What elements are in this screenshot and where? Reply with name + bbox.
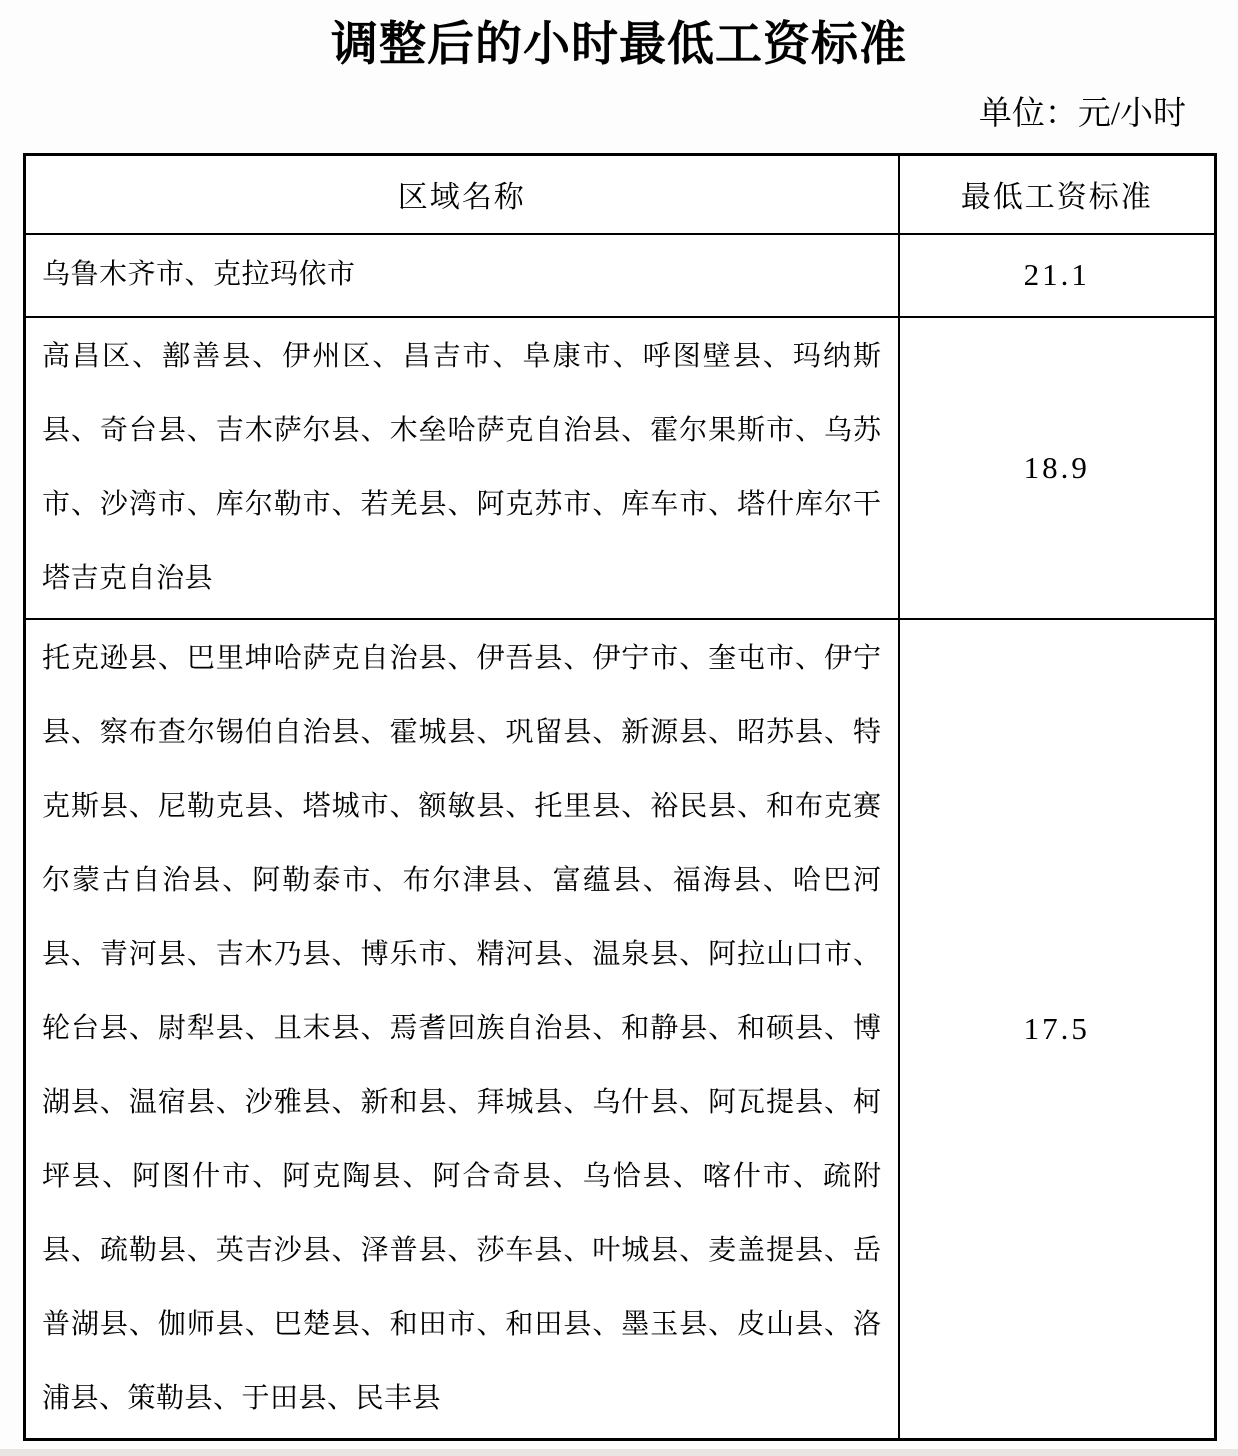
table-row bbox=[25, 317, 1216, 619]
table-row bbox=[25, 234, 1216, 317]
wage-value-tier2: 18.9 bbox=[899, 317, 1216, 619]
regions-cell-tier3: 托克逊县、巴里坤哈萨克自治县、伊吾县、伊宁市、奎屯市、伊宁县、察布查尔锡伯自治县、霍城县、巩留县、新源县、昭苏县、特克斯县、尼勒克县、塔城市、额敏县、托里县、裕民县、和布克赛尔蒙古自治县、阿勒泰市、布尔津县、富蕴县、福海县、哈巴河县、青河县、吉木乃县、博乐市、精河县、温泉县、阿拉山口市、轮台县、尉犁县、且末县、焉耆回族自治县、和静县、和硕县、博湖县、温宿县、沙雅县、新和县、拜城县、乌什县、阿瓦提县、柯坪县、阿图什市、阿克陶县、阿合奇县、乌恰县、喀什市、疏附县、疏勒县、英吉沙县、泽普县、莎车县、叶城县、麦盖提县、岳普湖县、伽师县、巴楚县、和田市、和田县、墨玉县、皮山县、洛浦县、策勒县、于田县、民丰县 bbox=[25, 619, 899, 1440]
table-row bbox=[25, 619, 1216, 1440]
page-title: 调整后的小时最低工资标准 bbox=[331, 19, 907, 71]
column-header-wage: 最低工资标准 bbox=[899, 155, 1216, 234]
unit-label: 单位：元/小时 bbox=[978, 95, 1186, 132]
wage-value-tier1: 21.1 bbox=[899, 234, 1216, 317]
minimum-wage-table bbox=[23, 153, 1217, 1441]
regions-cell-tier1: 乌鲁木齐市、克拉玛依市 bbox=[25, 234, 899, 317]
wage-value-tier3: 17.5 bbox=[899, 619, 1216, 1440]
table-header-row bbox=[25, 155, 1216, 234]
page-bottom-edge bbox=[0, 1449, 1238, 1456]
column-header-region: 区域名称 bbox=[25, 155, 899, 234]
regions-cell-tier2: 高昌区、鄯善县、伊州区、昌吉市、阜康市、呼图壁县、玛纳斯县、奇台县、吉木萨尔县、木垒哈萨克自治县、霍尔果斯市、乌苏市、沙湾市、库尔勒市、若羌县、阿克苏市、库车市、塔什库尔干塔吉克自治县 bbox=[25, 317, 899, 619]
